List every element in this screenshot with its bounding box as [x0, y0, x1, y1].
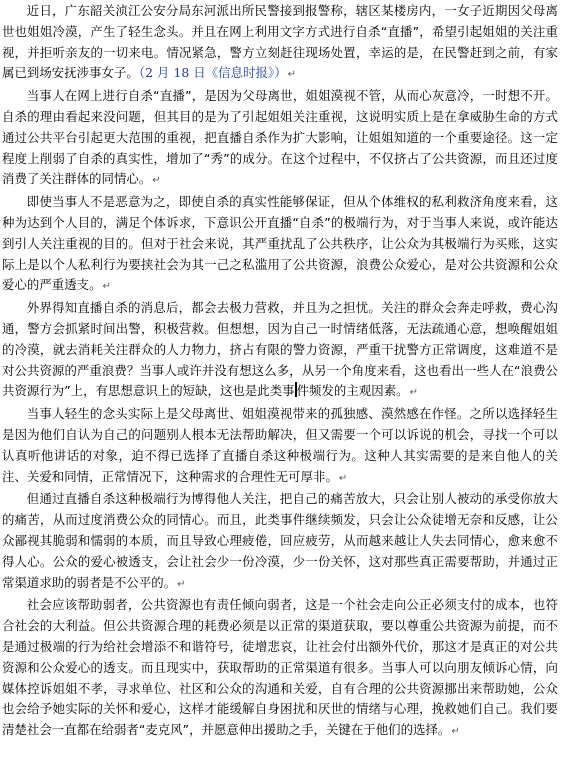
- paragraph-7: 社会应该帮助弱者，公共资源也有责任倾向弱者，这是一个社会走向公正必须支付的成本，也符合社会的大利益。但公共资源合理的耗费必须是以正常的渠道获取，要以尊重公共资源为前提，而不是通过极端的行为给社会增添不和谐符号，徒增悲哀，让社会付出额外代价，那这才是真正的对公共资源和公众爱心的透支。而且现实中，获取帮助的正常渠道有很多。当事人可以向朋友倾诉心情，向媒体控诉姐姐不孝，寻求单位、社区和公众的沟通和关爱，自有合理的公共资源挪出来帮助她，公众也会给予她实际的关怀和爱心，这样才能缓解自身困扰和厌世的情绪与心理，挽救她们自己。我们要清楚社会一直都在给弱者“麦克风”，并愿意伸出援助之手，关键在于他们的选择。 ↵: [2, 595, 558, 743]
- paragraph-4-text: 外界得知直播自杀的消息后，都会去极力营救，并且为之担忧。关注的群众会奔走呼救，费心沟通，警方会抓紧时间出警，积极营救。但想想，因为自己一时情绪低落，无法疏通心意，想唤醒姐姐的冷漠，就去消耗关注群众的人力物力，挤占有限的警力资源，严重干扰警方正常调度，这难道不是对公共资源的严重浪费？当事人或许并没有想这么多，从另一个角度来看，这也看出一些人在“浪费公共资源行为”上，有思想意识上的短缺，这也是此类事: [2, 300, 558, 399]
- paragraph-3: 即使当事人不是恶意为之，即使自杀的真实性能够保证，但从个体维权的私利救济角度来看，这种为达到个人目的，满足个体诉求，下意识公开直播“自杀”的极端行为，对于当事人来说，或许能达到引人关注重视的目的。但对于社会来说，其严重扰乱了公共秩序，让公众为其极端行为买账，这实际上是以个人私利行为要挟社会为其一己之私滥用了公共资源，浪费公众爱心，是对公共资源和公众爱心的严重透支。 ↵: [2, 192, 558, 298]
- paragraph-2: 当事人在网上进行自杀“直播”，是因为父母离世，姐姐漠视不管，从而心灰意冷，一时想不开。自杀的理由看起来没问题，但其目的是为了引起姐姐关注重视，这说明实质上是在拿威胁生命的方式通过公共平台引起更大范围的重视，把直播自杀作为扩大影响，让姐姐知道的一个重要途径。这一定程度上削弱了自杀的真实性，增加了“秀”的成分。在这个过程中，不仅挤占了公共资源，而且还过度消费了关注群体的同情心。 ↵: [2, 86, 558, 192]
- source-citation: （2 月 18 日《信息时报》）: [138, 65, 287, 81]
- paragraph-5: 当事人轻生的念头实际上是父母离世、姐姐漠视带来的孤独感、漠然感在作怪。之所以选择轻生是因为他们自认为自己的问题别人根本无法帮助解决，但又需要一个可以诉说的机会，寻找一个可以认真听他讲话的对象，迫不得已选择了直播自杀这种极端行为。这种人其实需要的是来自他人的关注、关爱和同情，正常情况下，这种需求的合理性无可厚非。 ↵: [2, 404, 558, 489]
- document-body[interactable]: [2, 1, 558, 743]
- paragraph-1-text: 近日，广东韶关浈江公安分局东河派出所民警接到报警称，辖区某楼房内，一女子近期因父母离世也姐姐冷漠，产生了轻生念头。并且在网上利用文字方式进行自杀“直播”，希望引起姐姐的关注重视，并拒听亲友的一切来电。情况紧急，警方立刻赶往现场处置，幸运的是，在民警赶到之前，有家属已到场安抚涉事女子。: [2, 3, 558, 81]
- paragraph-4: [2, 298, 558, 404]
- paragraph-1: [2, 1, 558, 86]
- paragraph-6: 但通过直播自杀这种极端行为博得他人关注，把自己的痛苦放大，只会让别人被动的承受你放大的痛苦，从而过度消费公众的同情心。而且，此类事件继续频发，只会让公众徒增无奈和反感，让公众鄙视其脆弱和懦弱的本质，而且导致心理疲倦，回应疲劳，从而越来越让人失去同情心，愈来愈不得人心。公众的爱心被透支，会让社会少一份冷漠，少一份关怀，这对那些真正需要帮助，并通过正常渠道求助的弱者是不公平的。 ↵: [2, 489, 558, 595]
- paragraph-4-tail: 件频发的主观因素。: [296, 383, 409, 399]
